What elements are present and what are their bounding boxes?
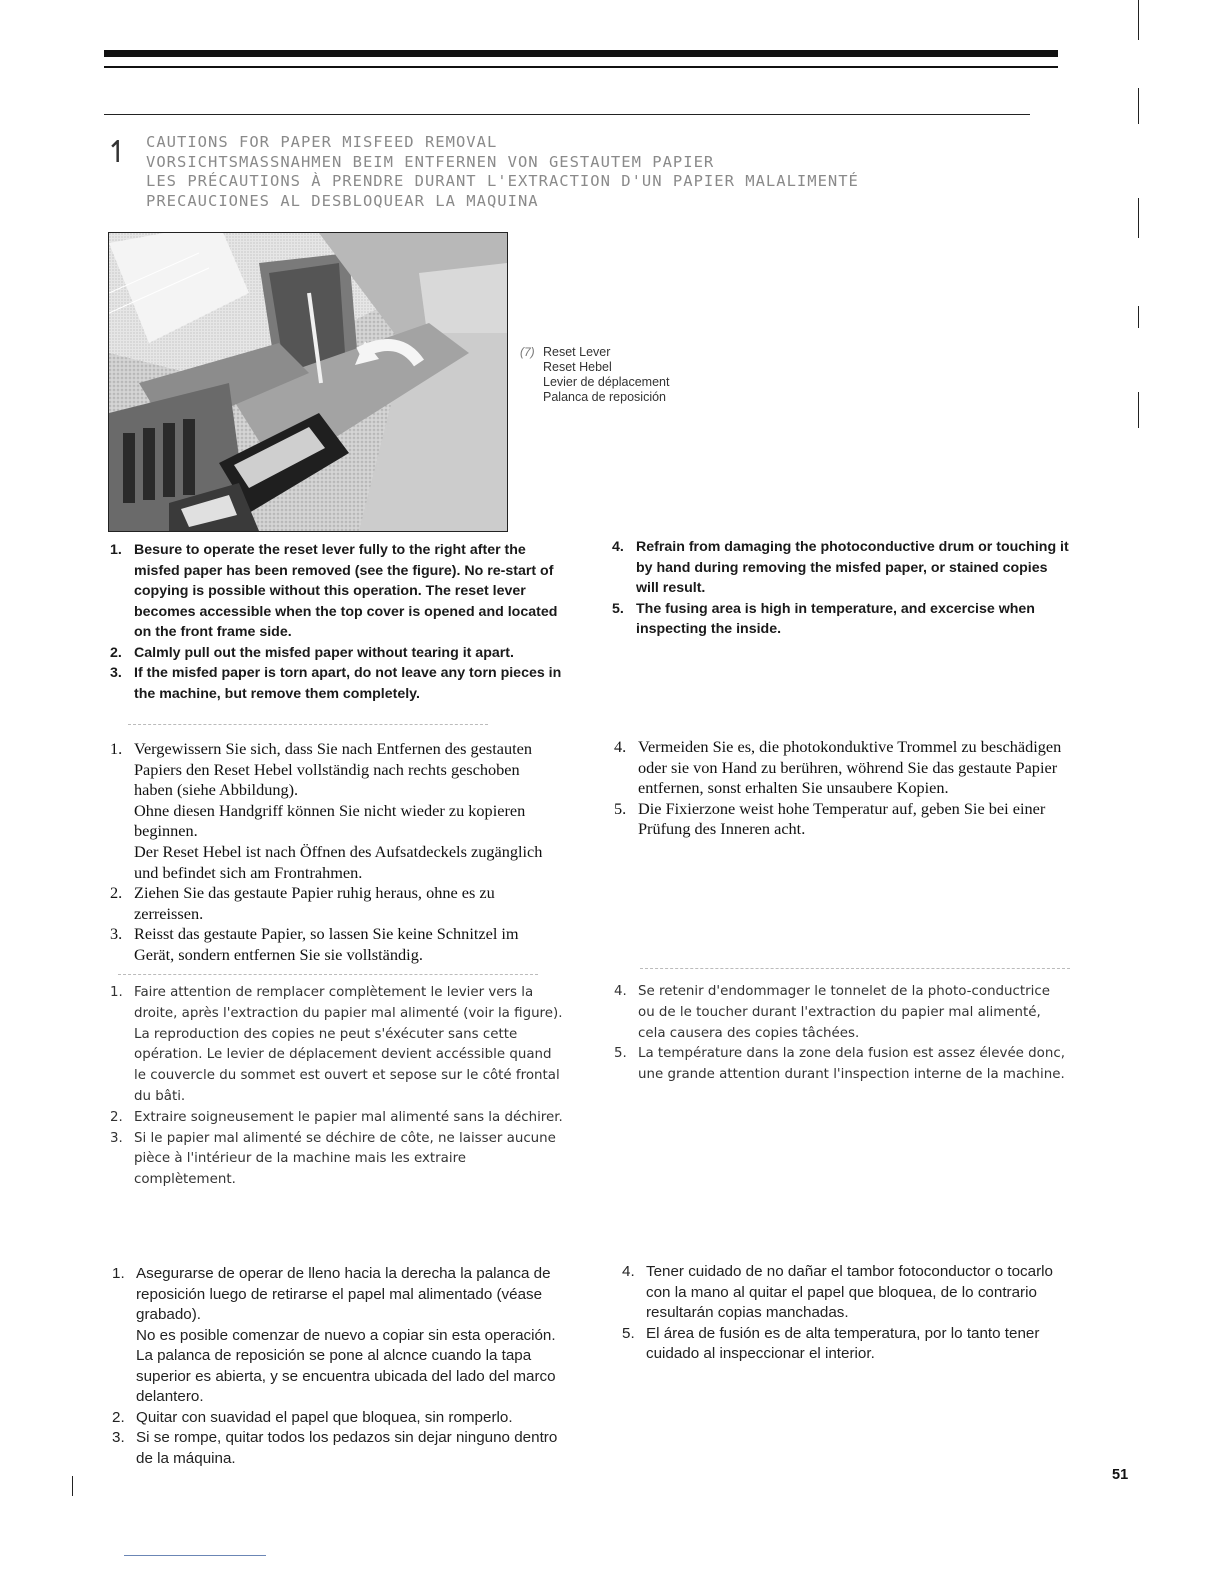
list-item: 5. The fusing area is high in temperature, and excercise when inspecting the inside. [612, 600, 1035, 637]
header-rule-thin [104, 66, 1058, 68]
caption-marker: (7) [520, 345, 535, 359]
language-separator [128, 724, 488, 726]
list-item: 4. Tener cuidado de no dañar el tambor fotoconductor o tocarlo con la mano al quitar el papel que bloquea, de lo contrario resultarán copias manchadas. [622, 1263, 1053, 1321]
margin-mark [1138, 198, 1139, 238]
list-item: 1. Vergewissern Sie sich, dass Sie nach Entfernen des gestauten Papiers den Reset Hebel vollständig nach rechts geschoben haben (siehe Abbildung). Ohne diesen Handgriff können Sie nicht wieder zu kopieren beginnen. Der Reset Hebel ist nach Öffnen des Aufsatdeckels zugänglich und befindet sich am Frontrahmen. [110, 739, 543, 882]
caption-line-french: Levier de déplacement [543, 375, 670, 389]
margin-mark [1138, 88, 1139, 124]
list-item: 3. If the misfed paper is torn apart, do not leave any torn pieces in the machine, but remove them completely. [110, 665, 562, 702]
margin-mark [1138, 0, 1139, 40]
spanish-left-list [112, 1264, 566, 1469]
german-right-list [614, 737, 1070, 840]
spanish-right-list [622, 1262, 1078, 1365]
french-right-list [614, 982, 1070, 1086]
list-item: 4. Vermeiden Sie es, die photokonduktive Trommel zu beschädigen oder sie von Hand zu berühren, wöhrend Sie das gestaute Papier entfernen, sonst erhalten Sie unsaubere Kopien. [614, 737, 1062, 798]
caption-line-german: Reset Hebel [543, 360, 612, 374]
section-titles [146, 133, 1046, 211]
page-number: 51 [1112, 1467, 1129, 1483]
german-left-list [110, 739, 560, 966]
language-separator [118, 974, 538, 976]
margin-mark [1138, 392, 1139, 428]
list-item: 5. La température dans la zone dela fusion est assez élevée donc, une grande attention durant l'inspection interne de la machine. [614, 1046, 1065, 1083]
list-item: 1. Asegurarse de operar de lleno hacia la derecha la palanca de reposición luego de retirarse el papel mal alimentado (véase grabado). No es posible comenzar de nuevo a copiar sin esta operación. La palanca de reposición se pone al alcnce cuando la tapa superior es abierta, y se encuentra ubicada del lado del marco delantero. [112, 1265, 556, 1405]
figure-caption [520, 345, 669, 405]
list-item: 5. El área de fusión es de alta temperatura, por lo tanto tener cuidado al inspeccionar el interior. [622, 1324, 1040, 1362]
header-rule-lower [104, 114, 1030, 115]
title-spanish: PRECAUCIONES AL DESBLOQUEAR LA MAQUINA [146, 191, 539, 210]
list-item: 3. Reisst das gestaute Papier, so lassen Sie keine Schnitzel im Gerät, sondern entfernen Sie sie vollständig. [110, 924, 519, 964]
machine-interior-illustration [109, 233, 507, 531]
margin-mark [1138, 306, 1139, 328]
list-item: 2. Calmly pull out the misfed paper without tearing it apart. [110, 644, 514, 661]
bottom-edge-line [124, 1555, 266, 1556]
list-item: 2. Extraire soigneusement le papier mal alimenté sans la déchirer. [110, 1109, 563, 1125]
list-item: 2. Quitar con suavidad el papel que bloquea, sin romperlo. [112, 1408, 513, 1426]
english-left-list [110, 540, 566, 704]
list-item: 3. Si se rompe, quitar todos los pedazos sin dejar ninguno dentro de la máquina. [112, 1429, 558, 1467]
list-item: 3. Si le papier mal alimenté se déchire de côte, ne laisser aucune pièce à l'intérieur de la machine mais les extraire complètement. [110, 1130, 556, 1188]
margin-mark [72, 1476, 73, 1496]
title-english: CAUTIONS FOR PAPER MISFEED REMOVAL [146, 133, 498, 151]
list-item: 2. Ziehen Sie das gestaute Papier ruhig heraus, ohne es zu zerreissen. [110, 883, 495, 923]
language-separator [640, 968, 1070, 970]
english-right-list [612, 537, 1070, 640]
list-item: 1. Faire attention de remplacer complètement le levier vers la droite, après l'extraction du papier mal alimenté (voir la figure). La reproduction des copies ne peut s'éxécuter sans cette opération. Le levier de déplacement devient accéssible quand le couvercle du sommet est ouvert et sepose sur le côté frontal du bâti. [110, 985, 563, 1104]
title-french: LES PRÉCAUTIONS À PRENDRE DURANT L'EXTRACTION D'UN PAPIER MALALIMENTÉ [146, 172, 859, 190]
list-item: 4. Se retenir d'endommager le tonnelet de la photo-conductrice ou de le toucher durant l'extraction du papier mal alimenté, cela causera des copies tâchées. [614, 984, 1050, 1041]
caption-line-english: Reset Lever [543, 345, 611, 359]
list-item: 5. Die Fixierzone weist hohe Temperatur auf, geben Sie bei einer Prüfung des Inneren acht. [614, 798, 1046, 839]
header-rule-thick [104, 50, 1058, 57]
title-german: VORSICHTSMASSNAHMEN BEIM ENTFERNEN VON GESTAUTEM PAPIER [146, 152, 715, 171]
list-item: 1. Besure to operate the reset lever fully to the right after the misfed paper has been removed (see the figure). No re-start of copying is possible without this operation. The reset lever becomes accessible when the top cover is opened and located on the front frame side. [110, 542, 558, 640]
list-item: 4. Refrain from damaging the photoconductive drum or touching it by hand during removing the misfed paper, or stained copies will result. [612, 539, 1069, 596]
caption-line-spanish: Palanca de reposición [543, 390, 666, 404]
section-marker-icon: ↿ [105, 136, 131, 169]
reset-lever-photo [108, 232, 508, 532]
french-left-list [110, 983, 564, 1191]
